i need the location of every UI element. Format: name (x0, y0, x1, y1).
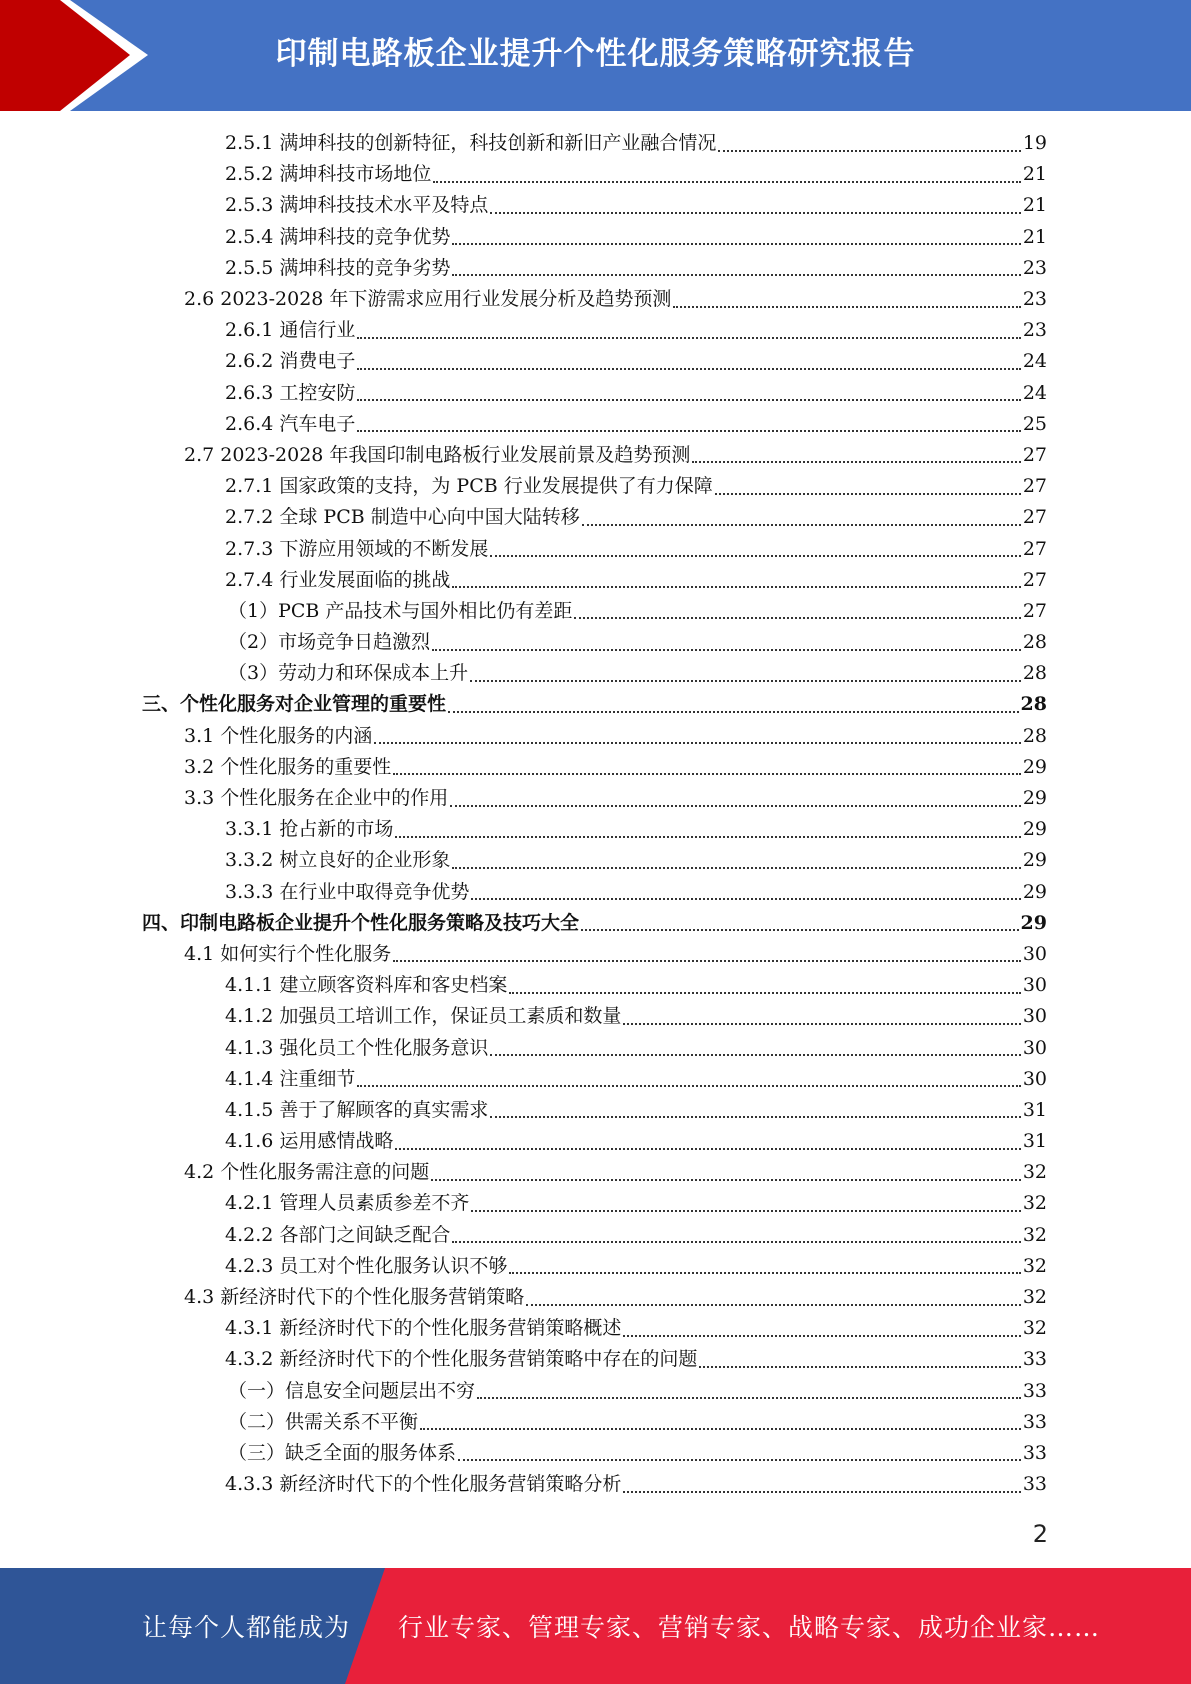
toc-entry-title: 2.7.3 下游应用领域的不断发展 (225, 537, 489, 560)
toc-dot-leader (623, 1335, 1020, 1337)
toc-dot-leader (357, 1085, 1020, 1087)
table-of-contents (0, 128, 1191, 1500)
toc-entry-title: 4.1.6 运用感情战略 (225, 1130, 394, 1153)
toc-entry[interactable] (0, 190, 1191, 221)
toc-entry-page: 24 (1022, 381, 1047, 404)
toc-dot-leader (699, 1366, 1020, 1368)
toc-entry-page: 23 (1022, 256, 1047, 279)
toc-entry[interactable] (0, 1157, 1191, 1188)
toc-dot-leader (490, 1116, 1020, 1118)
toc-entry-page: 32 (1022, 1317, 1047, 1340)
toc-dot-leader (395, 836, 1020, 838)
toc-entry-page: 28 (1022, 724, 1047, 747)
toc-entry-page: 23 (1022, 288, 1047, 311)
toc-entry-title: 三、个性化服务对企业管理的重要性 (142, 693, 447, 716)
toc-entry-page: 28 (1022, 631, 1047, 654)
toc-dot-leader (477, 1397, 1021, 1399)
toc-entry[interactable] (0, 970, 1191, 1001)
toc-dot-leader (393, 773, 1021, 775)
toc-entry-title: 4.1.5 善于了解顾客的真实需求 (225, 1098, 489, 1121)
toc-entry-page: 29 (1022, 880, 1047, 903)
toc-dot-leader (718, 150, 1020, 152)
document-title: 印制电路板企业提升个性化服务策略研究报告 (275, 35, 916, 72)
toc-entry[interactable] (0, 315, 1191, 346)
toc-dot-leader (490, 555, 1020, 557)
toc-entry[interactable] (0, 1220, 1191, 1251)
toc-entry[interactable] (0, 471, 1191, 502)
toc-dot-leader (673, 306, 1020, 308)
toc-entry[interactable] (0, 627, 1191, 658)
toc-entry-title: （二）供需关系不平衡 (228, 1410, 419, 1433)
toc-entry-page: 31 (1022, 1130, 1047, 1153)
toc-entry-title: 四、印制电路板企业提升个性化服务策略及技巧大全 (142, 911, 580, 934)
toc-entry-title: 2.7.4 行业发展面临的挑战 (225, 568, 451, 591)
toc-dot-leader (357, 430, 1020, 432)
toc-entry[interactable] (0, 159, 1191, 190)
toc-entry-title: （3）劳动力和环保成本上升 (228, 662, 469, 685)
toc-entry-page: 29 (1022, 818, 1047, 841)
chevron-arrow-icon (0, 0, 160, 111)
toc-dot-leader (393, 960, 1021, 962)
toc-entry-title: 4.1 如何实行个性化服务 (184, 942, 392, 965)
toc-entry-title: 4.2.2 各部门之间缺乏配合 (225, 1223, 451, 1246)
toc-entry-title: 4.1.3 强化员工个性化服务意识 (225, 1036, 489, 1059)
toc-entry-page: 33 (1022, 1379, 1047, 1402)
toc-entry-title: 3.3.1 抢占新的市场 (225, 818, 394, 841)
toc-entry-title: （一）信息安全问题层出不穷 (228, 1379, 476, 1402)
toc-entry-page: 19 (1022, 132, 1047, 155)
toc-entry[interactable] (0, 253, 1191, 284)
toc-entry-page: 27 (1022, 568, 1047, 591)
toc-dot-leader (692, 461, 1020, 463)
toc-entry-page: 24 (1022, 350, 1047, 373)
toc-entry-page: 21 (1022, 225, 1047, 248)
toc-entry[interactable] (0, 1095, 1191, 1126)
toc-entry-page: 33 (1022, 1473, 1047, 1496)
toc-entry-title: 3.1 个性化服务的内涵 (184, 724, 373, 747)
toc-entry[interactable] (0, 533, 1191, 564)
toc-entry-page: 29 (1022, 755, 1047, 778)
toc-dot-leader (623, 1023, 1020, 1025)
toc-entry-title: 2.5.3 满坤科技技术水平及特点 (225, 194, 489, 217)
toc-dot-leader (357, 368, 1020, 370)
toc-entry-page: 30 (1022, 942, 1047, 965)
toc-dot-leader (452, 586, 1020, 588)
toc-entry[interactable] (0, 378, 1191, 409)
toc-entry-page: 30 (1022, 1005, 1047, 1028)
toc-entry-title: 4.3.1 新经济时代下的个性化服务营销策略概述 (225, 1317, 622, 1340)
toc-dot-leader (623, 1491, 1020, 1493)
toc-dot-leader (395, 1148, 1020, 1150)
toc-entry-title: 4.3.3 新经济时代下的个性化服务营销策略分析 (225, 1473, 622, 1496)
toc-entry-page: 21 (1022, 194, 1047, 217)
toc-entry-title: 2.6.4 汽车电子 (225, 412, 356, 435)
footer-slogan-left: 让每个人都能成为 (142, 1613, 351, 1642)
toc-entry-page: 33 (1022, 1410, 1047, 1433)
toc-entry-title: 3.2 个性化服务的重要性 (184, 755, 392, 778)
toc-dot-leader (431, 1179, 1021, 1181)
toc-entry[interactable] (0, 1313, 1191, 1344)
toc-entry-title: 3.3.2 树立良好的企业形象 (225, 849, 451, 872)
toc-entry[interactable] (0, 346, 1191, 377)
toc-entry-title: 2.7.2 全球 PCB 制造中心向中国大陆转移 (225, 506, 580, 529)
toc-entry-title: 4.2 个性化服务需注意的问题 (184, 1161, 430, 1184)
toc-entry[interactable] (0, 440, 1191, 471)
toc-dot-leader (452, 274, 1020, 276)
toc-entry-page: 30 (1022, 1036, 1047, 1059)
toc-entry-title: 2.6.3 工控安防 (225, 381, 356, 404)
page-number: 2 (1032, 1520, 1048, 1548)
toc-entry-title: 4.2.3 员工对个性化服务认识不够 (225, 1254, 508, 1277)
toc-entry-page: 23 (1022, 319, 1047, 342)
toc-entry-title: 4.1.4 注重细节 (225, 1067, 356, 1090)
toc-entry-title: 2.6 2023-2028 年下游需求应用行业发展分析及趋势预测 (184, 288, 672, 311)
toc-entry-page: 27 (1022, 506, 1047, 529)
toc-entry-title: 2.6.1 通信行业 (225, 319, 356, 342)
toc-dot-leader (509, 992, 1020, 994)
toc-entry[interactable] (0, 502, 1191, 533)
toc-entry-title: 2.5.1 满坤科技的创新特征，科技创新和新旧产业融合情况 (225, 132, 717, 155)
toc-entry-title: （1）PCB 产品技术与国外相比仍有差距 (228, 599, 573, 622)
toc-entry[interactable] (0, 658, 1191, 689)
toc-dot-leader (432, 649, 1021, 651)
toc-entry-title: 4.2.1 管理人员素质参差不齐 (225, 1192, 470, 1215)
toc-dot-leader (420, 1428, 1021, 1430)
toc-dot-leader (490, 1054, 1020, 1056)
toc-dot-leader (433, 181, 1020, 183)
toc-dot-leader (581, 929, 1019, 931)
toc-dot-leader (526, 1304, 1021, 1306)
toc-entry-title: 2.6.2 消费电子 (225, 350, 356, 373)
toc-dot-leader (374, 742, 1021, 744)
toc-entry[interactable] (0, 1407, 1191, 1438)
toc-entry[interactable] (0, 814, 1191, 845)
toc-entry-page: 27 (1022, 537, 1047, 560)
toc-entry[interactable] (0, 877, 1191, 908)
toc-entry-page: 32 (1022, 1192, 1047, 1215)
toc-entry-title: 4.3 新经济时代下的个性化服务营销策略 (184, 1286, 525, 1309)
toc-entry[interactable] (0, 721, 1191, 752)
toc-dot-leader (715, 493, 1021, 495)
toc-entry-title: 2.7 2023-2028 年我国印制电路板行业发展前景及趋势预测 (184, 443, 691, 466)
toc-entry-title: （2）市场竞争日趋激烈 (228, 631, 431, 654)
toc-entry[interactable] (0, 1032, 1191, 1063)
header-band (0, 0, 1191, 111)
toc-entry-page: 27 (1022, 599, 1047, 622)
toc-entry-title: 2.7.1 国家政策的支持，为 PCB 行业发展提供了有力保障 (225, 475, 713, 498)
toc-dot-leader (357, 399, 1020, 401)
toc-entry-title: 2.5.5 满坤科技的竞争劣势 (225, 256, 451, 279)
toc-entry-title: 4.1.2 加强员工培训工作，保证员工素质和数量 (225, 1005, 622, 1028)
toc-entry[interactable] (0, 845, 1191, 876)
toc-dot-leader (452, 1241, 1020, 1243)
toc-entry[interactable] (0, 1126, 1191, 1157)
toc-entry[interactable] (0, 939, 1191, 970)
toc-entry-page: 29 (1022, 849, 1047, 872)
toc-entry-page: 29 (1020, 911, 1047, 934)
toc-entry[interactable] (0, 1064, 1191, 1095)
toc-dot-leader (448, 711, 1019, 713)
toc-entry[interactable] (0, 1376, 1191, 1407)
toc-entry-page: 30 (1022, 1067, 1047, 1090)
toc-entry-page: 27 (1022, 475, 1047, 498)
toc-entry[interactable] (0, 596, 1191, 627)
toc-entry-page: 32 (1022, 1254, 1047, 1277)
toc-entry-page: 33 (1022, 1348, 1047, 1371)
toc-entry-title: 3.3.3 在行业中取得竞争优势 (225, 880, 470, 903)
toc-entry[interactable] (0, 783, 1191, 814)
footer-banner (0, 1568, 1191, 1684)
toc-entry[interactable] (0, 908, 1191, 939)
toc-entry-page: 32 (1022, 1161, 1047, 1184)
toc-entry-title: 2.5.4 满坤科技的竞争优势 (225, 225, 451, 248)
toc-dot-leader (509, 1272, 1020, 1274)
toc-dot-leader (471, 1210, 1020, 1212)
toc-dot-leader (470, 680, 1021, 682)
toc-entry-page: 32 (1022, 1223, 1047, 1246)
toc-entry-page: 30 (1022, 974, 1047, 997)
toc-entry[interactable] (0, 409, 1191, 440)
toc-dot-leader (450, 805, 1021, 807)
toc-entry-title: （三）缺乏全面的服务体系 (228, 1441, 457, 1464)
toc-entry[interactable] (0, 128, 1191, 159)
toc-entry-page: 28 (1022, 662, 1047, 685)
footer-slogan-right: 行业专家、管理专家、营销专家、战略专家、成功企业家…… (398, 1613, 1101, 1642)
toc-entry[interactable] (0, 1438, 1191, 1469)
toc-dot-leader (574, 617, 1020, 619)
toc-entry[interactable] (0, 565, 1191, 596)
toc-entry[interactable] (0, 1251, 1191, 1282)
toc-dot-leader (452, 867, 1020, 869)
toc-entry[interactable] (0, 1282, 1191, 1313)
toc-entry[interactable] (0, 752, 1191, 783)
toc-entry-page: 31 (1022, 1098, 1047, 1121)
toc-dot-leader (357, 337, 1020, 339)
toc-entry[interactable] (0, 284, 1191, 315)
toc-dot-leader (490, 212, 1020, 214)
toc-entry-title: 4.3.2 新经济时代下的个性化服务营销策略中存在的问题 (225, 1348, 698, 1371)
toc-entry[interactable] (0, 1188, 1191, 1219)
toc-entry-page: 33 (1022, 1441, 1047, 1464)
toc-entry-title: 3.3 个性化服务在企业中的作用 (184, 787, 449, 810)
toc-entry-title: 4.1.1 建立顾客资料库和客史档案 (225, 974, 508, 997)
toc-dot-leader (471, 898, 1020, 900)
toc-entry[interactable] (0, 689, 1191, 720)
toc-entry-page: 21 (1022, 163, 1047, 186)
toc-entry[interactable] (0, 222, 1191, 253)
toc-entry-title: 2.5.2 满坤科技市场地位 (225, 163, 432, 186)
toc-dot-leader (582, 524, 1021, 526)
toc-entry-page: 28 (1020, 693, 1047, 716)
toc-dot-leader (458, 1459, 1021, 1461)
toc-entry-page: 25 (1022, 412, 1047, 435)
toc-entry[interactable] (0, 1001, 1191, 1032)
toc-entry-page: 29 (1022, 787, 1047, 810)
toc-entry-page: 27 (1022, 443, 1047, 466)
toc-entry[interactable] (0, 1344, 1191, 1375)
toc-dot-leader (452, 243, 1020, 245)
toc-entry-page: 32 (1022, 1286, 1047, 1309)
toc-entry[interactable] (0, 1469, 1191, 1500)
